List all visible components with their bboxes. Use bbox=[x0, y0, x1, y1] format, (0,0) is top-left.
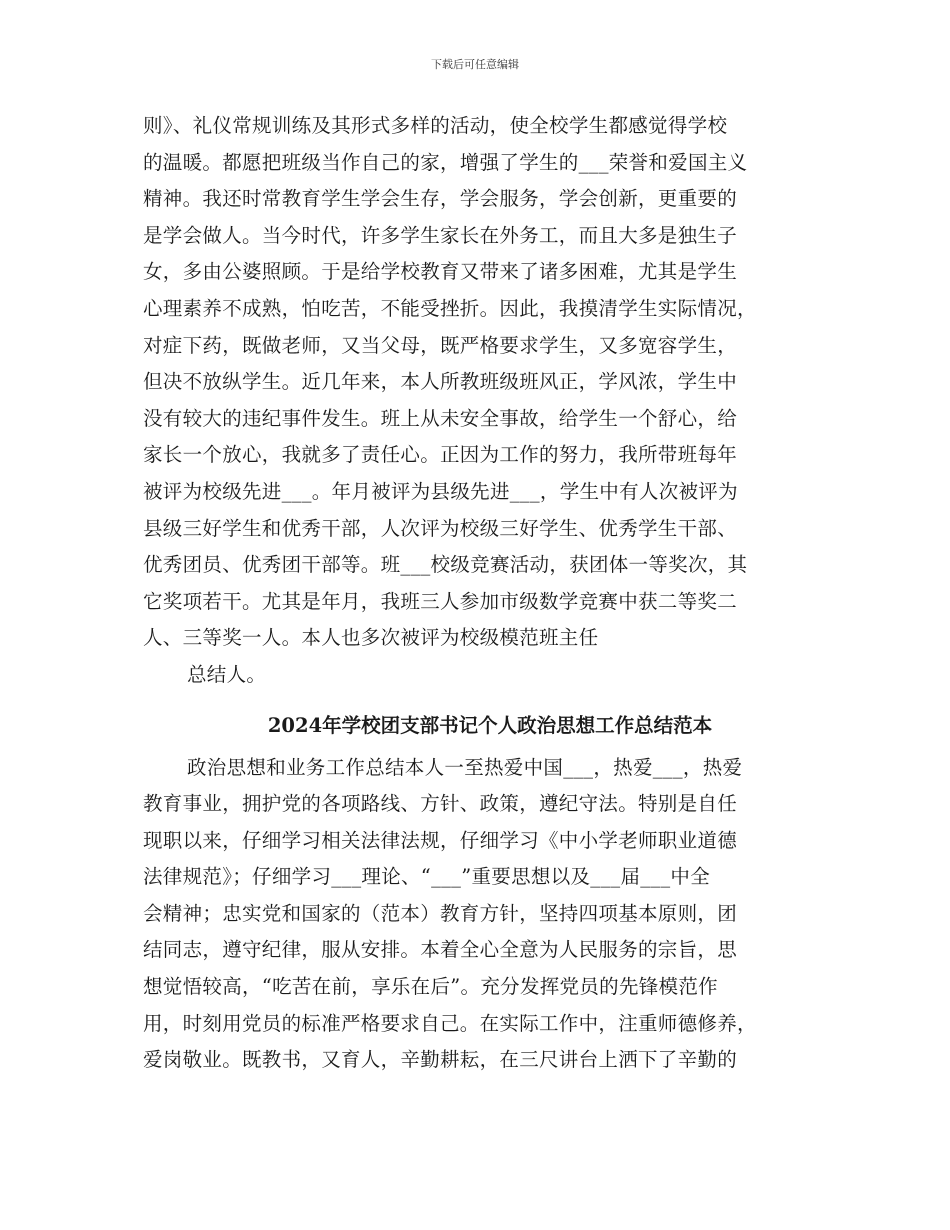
closing-signature: 总结人。 bbox=[187, 662, 267, 686]
paragraph-line: 用，时刻用党员的标准严格要求自己。在实际工作中，注重师德修养， bbox=[143, 1011, 757, 1035]
paragraph-line: 心理素养不成熟，怕吃苦，不能受挫折。因此，我摸清学生实际情况， bbox=[143, 296, 757, 320]
section-previous-summary bbox=[143, 108, 827, 694]
paragraph-first-line: 政治思想和业务工作总结本人一至热爱中国___，热爱___，热爱 bbox=[187, 755, 743, 779]
paragraph-line: 女，多由公婆照顾。于是给学校教育又带来了诸多困难，尤其是学生 bbox=[143, 260, 738, 284]
paragraph-line: 则》、礼仪常规训练及其形式多样的活动，使全校学生都感觉得学校 bbox=[143, 114, 728, 137]
paragraph-line: 爱岗敬业。既教书，又育人，辛勤耕耘，在三尺讲台上洒下了辛勤的 bbox=[143, 1048, 738, 1072]
header-note: 下载后可任意编辑 bbox=[431, 58, 519, 71]
document-title: 2024年学校团支部书记个人政治思想工作总结范本 bbox=[267, 713, 713, 737]
paragraph-line: 现职以来，仔细学习相关法律法规，仔细学习《中小学老师职业道德 bbox=[143, 828, 738, 852]
paragraph-line: 对症下药，既做老师，又当父母，既严格要求学生，又多宽容学生， bbox=[143, 333, 738, 357]
paragraph-line: 会精神；忠实党和国家的（范本）教育方针，坚持四项基本原则，团 bbox=[143, 901, 738, 925]
paragraph-line: 人、三等奖一人。本人也多次被评为校级模范班主任 bbox=[143, 626, 599, 650]
paragraph-line: 教育事业，拥护党的各项路线、方针、政策，遵纪守法。特别是自任 bbox=[143, 792, 738, 816]
paragraph-line: 结同志，遵守纪律，服从安排。本着全心全意为人民服务的宗旨，思 bbox=[143, 938, 738, 962]
paragraph-line: 它奖项若干。尤其是年月，我班三人参加市级数学竞赛中获二等奖二 bbox=[143, 589, 738, 613]
paragraph-line: 精神。我还时常教育学生学会生存，学会服务，学会创新，更重要的 bbox=[143, 187, 738, 211]
paragraph-line: 被评为校级先进___。年月被评为县级先进___，学生中有人次被评为 bbox=[143, 479, 738, 503]
paragraph-line: 优秀团员、优秀团干部等。班___校级竞赛活动，获团体一等奖次，其 bbox=[143, 553, 748, 577]
paragraph-line: 家长一个放心，我就多了责任心。正因为工作的努力，我所带班每年 bbox=[143, 443, 738, 467]
paragraph-line: 没有较大的违纪事件发生。班上从未安全事故，给学生一个舒心，给 bbox=[143, 406, 738, 430]
section-political-summary bbox=[143, 750, 827, 1079]
paragraph-line: 县级三好学生和优秀干部，人次评为校级三好学生、优秀学生干部、 bbox=[143, 516, 738, 540]
paragraph-line: 想觉悟较高，“吃苦在前，享乐在后”。充分发挥党员的先锋模范作 bbox=[143, 975, 718, 999]
document-body bbox=[143, 108, 827, 1079]
paragraph-line: 法律规范》；仔细学习___理论、“___”重要思想以及___届___中全 bbox=[143, 865, 710, 889]
paragraph-line: 但决不放纵学生。近几年来，本人所教班级班风正，学风浓，学生中 bbox=[143, 370, 738, 394]
paragraph-line: 的温暖。都愿把班级当作自己的家，增强了学生的___荣誉和爱国主义 bbox=[143, 150, 748, 174]
paragraph-line: 是学会做人。当今时代，许多学生家长在外务工，而且大多是独生子 bbox=[143, 223, 738, 247]
